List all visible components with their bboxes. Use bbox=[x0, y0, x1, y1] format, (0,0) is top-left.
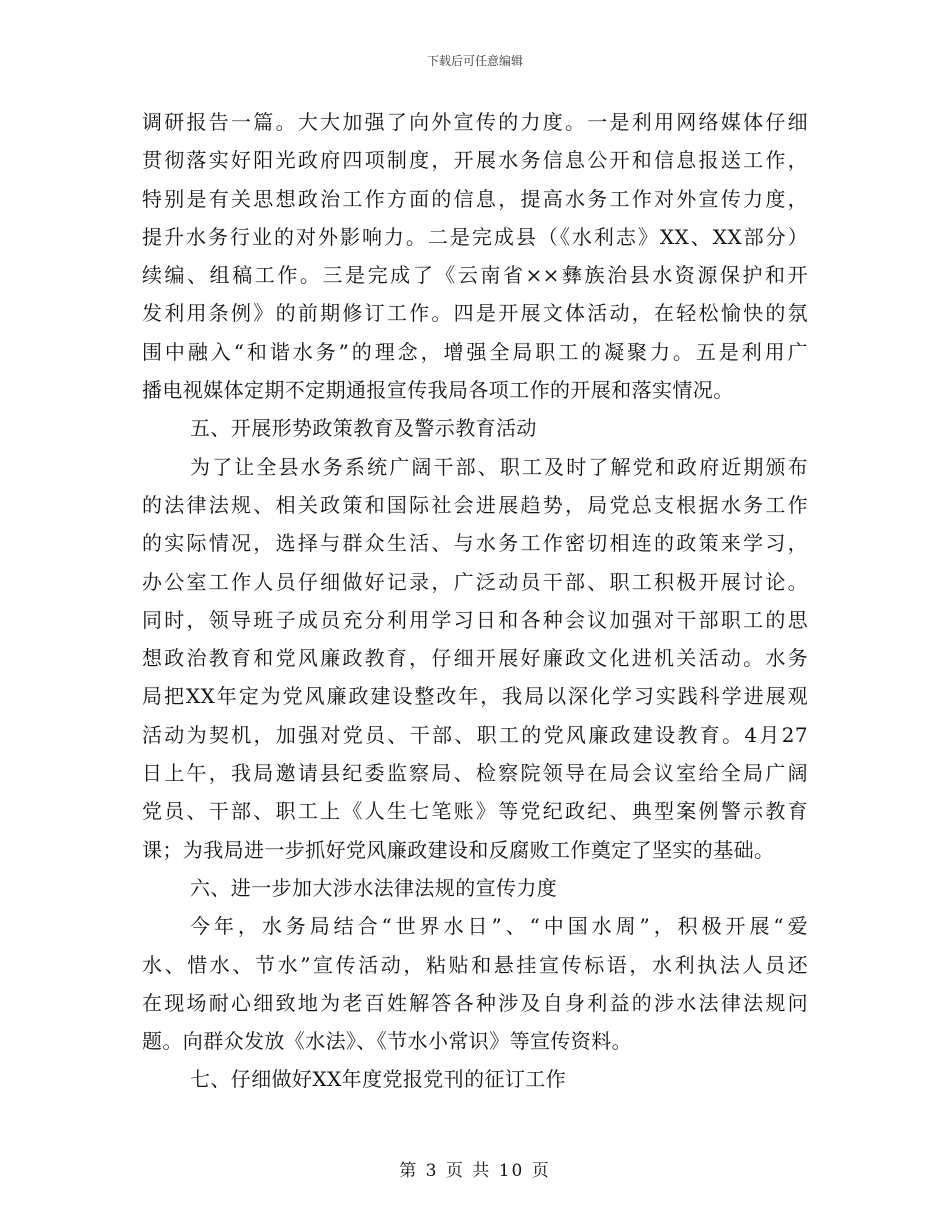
text-line: 活动为契机，加强对党员、干部、职工的党风廉政建设教育。4月27 bbox=[142, 722, 808, 747]
text-line: 为了让全县水务系统广阔干部、职工及时了解党和政府近期颁布 bbox=[190, 454, 808, 479]
text-line: 发利用条例》的前期修订工作。四是开展文体活动，在轻松愉快的氛 bbox=[142, 301, 808, 326]
text-line: 党员、干部、职工上《人生七笔账》等党纪政纪、典型案例警示教育 bbox=[142, 799, 808, 824]
text-line: 日上午，我局邀请县纪委监察局、检察院领导在局会议室给全局广阔 bbox=[142, 761, 808, 786]
text-line: 五、开展形势政策教育及警示教育活动 bbox=[190, 416, 537, 441]
text-line: 想政治教育和党风廉政教育，仔细开展好廉政文化进机关活动。水务 bbox=[142, 646, 808, 671]
text-line: 今年，水务局结合“世界水日”、“中国水周”，积极开展“爱 bbox=[190, 914, 808, 939]
text-line: 局把XX年定为党风廉政建设整改年，我局以深化学习实践科学进展观 bbox=[142, 684, 808, 709]
text-line: 在现场耐心细致地为老百姓解答各种涉及自身利益的涉水法律法规问 bbox=[142, 990, 808, 1015]
text-line: 围中融入“和谐水务”的理念，增强全局职工的凝聚力。五是利用广 bbox=[142, 339, 808, 364]
text-line: 办公室工作人员仔细做好记录，广泛动员干部、职工积极开展讨论。 bbox=[142, 569, 808, 594]
text-line: 课；为我局进一步抓好党风廉政建设和反腐败工作奠定了坚实的基础。 bbox=[142, 837, 775, 862]
body-text bbox=[142, 103, 808, 1099]
text-line: 的法律法规、相关政策和国际社会进展趋势，局党总支根据水务工作 bbox=[142, 492, 808, 517]
text-line: 调研报告一篇。大大加强了向外宣传的力度。一是利用网络媒体仔细 bbox=[142, 110, 808, 134]
text-line: 贯彻落实好阳光政府四项制度，开展水务信息公开和信息报送工作， bbox=[142, 148, 808, 173]
text-line: 七、仔细做好XX年度党报党刊的征订工作 bbox=[190, 1067, 567, 1092]
page-header: 下载后可任意编辑 bbox=[426, 54, 523, 68]
text-line: 题。向群众发放《水法》、《节水小常识》等宣传资料。 bbox=[142, 1029, 632, 1054]
text-line: 续编、组稿工作。三是完成了《云南省××彝族治县水资源保护和开 bbox=[142, 263, 808, 288]
text-line: 水、惜水、节水”宣传活动，粘贴和悬挂宣传标语，水利执法人员还 bbox=[142, 952, 808, 977]
text-line: 六、进一步加大涉水法律法规的宣传力度 bbox=[190, 875, 558, 900]
text-line: 提升水务行业的对外影响力。二是完成县（《水利志》XX、XX部分） bbox=[142, 224, 808, 249]
page-footer: 第 3 页 共 10 页 bbox=[399, 1161, 551, 1181]
text-line: 播电视媒体定期不定期通报宣传我局各项工作的开展和落实情况。 bbox=[142, 378, 734, 403]
text-line: 同时，领导班子成员充分利用学习日和各种会议加强对干部职工的思 bbox=[142, 607, 808, 632]
text-line: 的实际情况，选择与群众生活、与水务工作密切相连的政策来学习， bbox=[142, 531, 808, 556]
text-line: 特别是有关思想政治工作方面的信息，提高水务工作对外宣传力度， bbox=[142, 186, 808, 211]
